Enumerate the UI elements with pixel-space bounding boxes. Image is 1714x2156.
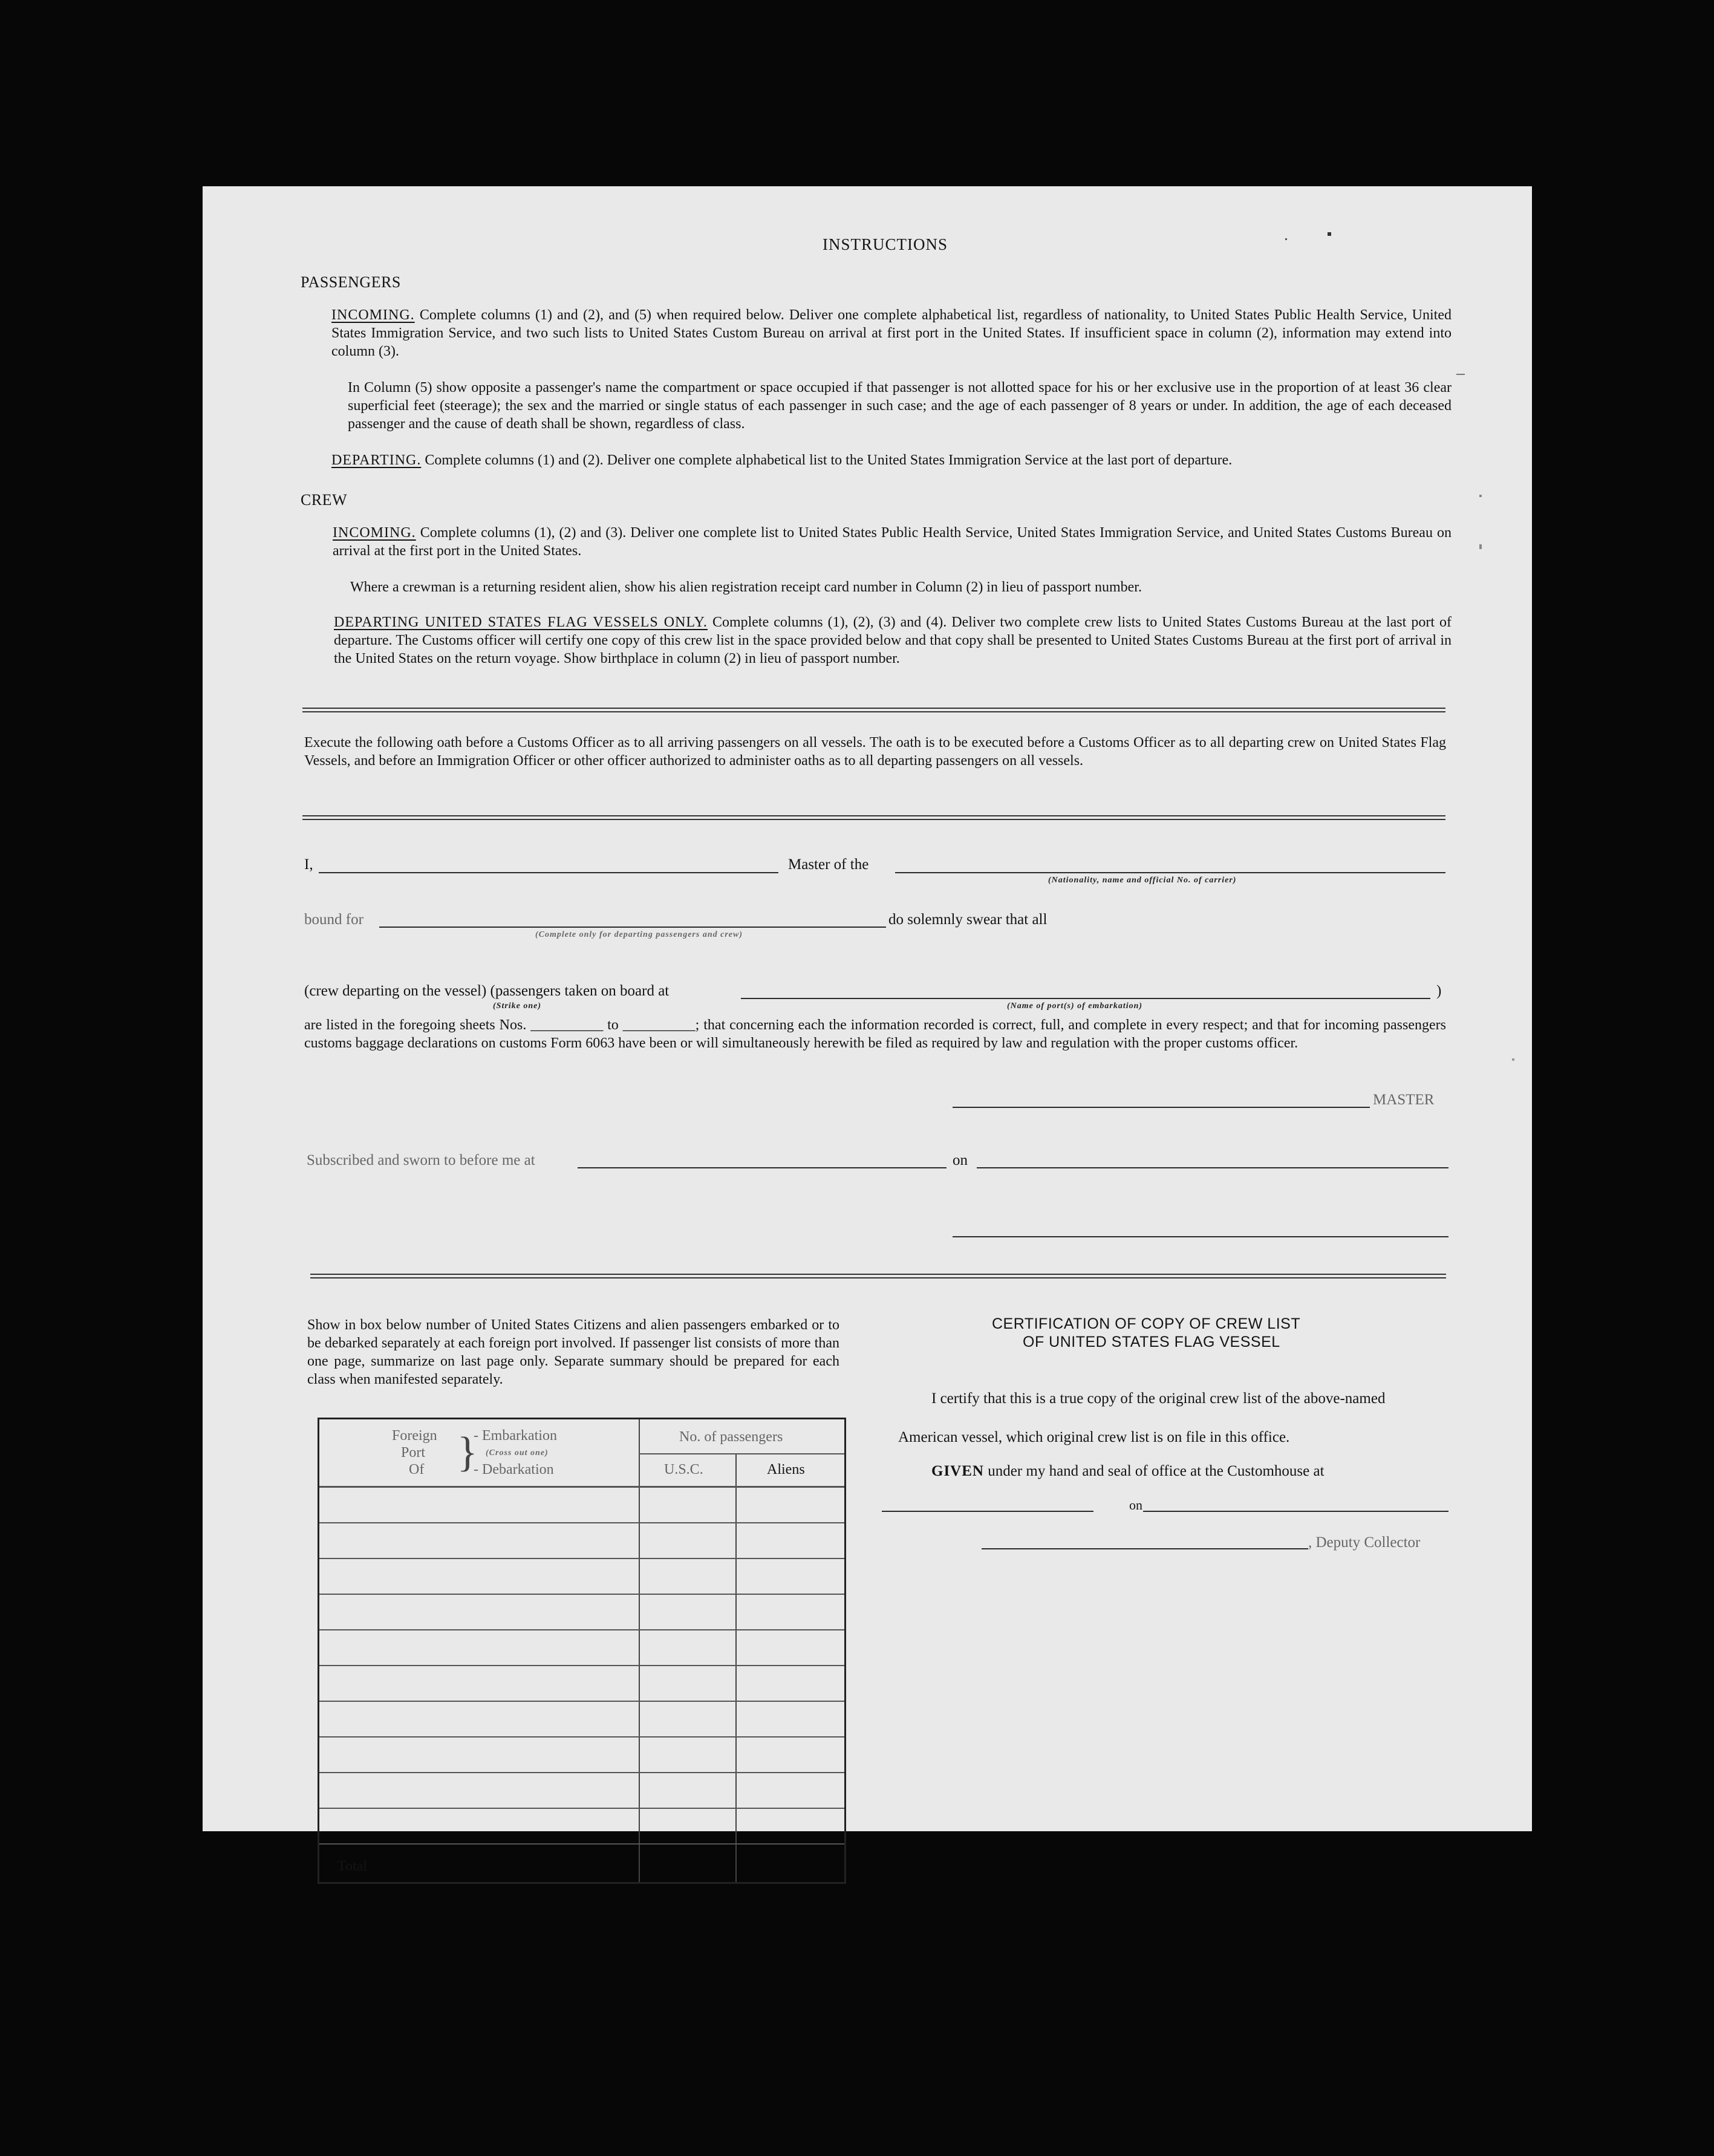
section-divider (310, 1274, 1446, 1278)
officer-signature-line (953, 1236, 1448, 1237)
close-paren: ) (1436, 983, 1442, 999)
master-of-the: Master of the (788, 856, 869, 873)
scan-mark (1479, 544, 1482, 549)
passengers-heading: PASSENGERS (301, 273, 401, 291)
section-divider (302, 815, 1445, 820)
complete-only-caption: (Complete only for departing passengers and crew) (535, 930, 743, 939)
table-row (319, 1665, 844, 1666)
carrier-line (895, 872, 1445, 873)
page-title: INSTRUCTIONS (823, 235, 948, 253)
deputy-collector-label: , Deputy Collector (1308, 1534, 1421, 1551)
embarkation-label: - Embarkation (474, 1428, 557, 1444)
debarkation-label: - Debarkation (474, 1462, 554, 1477)
scan-speck (1285, 238, 1287, 240)
passengers-incoming-label: INCOMING. (331, 307, 415, 323)
crew-passengers-choice: (crew departing on the vessel) (passengers taken on board at (304, 983, 670, 999)
aliens-label: Aliens (767, 1462, 805, 1477)
col-divider (639, 1419, 640, 1882)
certify-line-1: I certify that this is a true copy of the original crew list of the above-named (931, 1390, 1386, 1407)
crew-departing (334, 613, 1452, 668)
scan-mark (1479, 495, 1482, 497)
bound-for-line (379, 927, 886, 928)
port-label: Port (401, 1445, 426, 1461)
scan-mark (1456, 374, 1465, 375)
foreign-label: Foreign (392, 1428, 437, 1444)
crew-resident: Where a crewman is a returning resident alien, show his alien registration receipt card number in Column (2) in lieu of passport number. (350, 579, 1142, 595)
table-row (319, 1522, 844, 1523)
scan-mark (1512, 1058, 1514, 1061)
usc-label: U.S.C. (664, 1462, 703, 1477)
do-solemnly: do solemnly swear that all (888, 911, 1048, 928)
col-divider (735, 1453, 737, 1882)
deputy-signature-line (982, 1548, 1308, 1549)
subscribed-label: Subscribed and sworn to before me at (307, 1152, 535, 1168)
crew-departing-label: DEPARTING UNITED STATES FLAG VESSELS ONLY. (334, 614, 708, 630)
header-divider (639, 1453, 844, 1454)
crew-incoming (333, 524, 1452, 560)
subscribed-place-line (578, 1167, 947, 1168)
given-line (931, 1462, 1325, 1480)
master-signature-line (953, 1107, 1370, 1108)
passengers-column5: In Column (5) show opposite a passenger's name the compartment or space occupied if that passenger is not allotted space for his or her exclusive use in the proportion of at least 36 clear superficial feet (steerage); the sex and the married or single status of each passenger in such case; and the age of each passenger of 8 years or under. In addition, the age of each deceased passenger and the cause of death shall be shown, regardless of class. (348, 380, 1452, 432)
passengers-departing (331, 451, 1452, 469)
given-text: under my hand and seal of office at the Customhouse at (988, 1463, 1325, 1479)
oath-intro: Execute the following oath before a Customs Officer as to all arriving passengers on all vessels. The oath is to be executed before a Customs Officer as to all departing crew on United States Flag Vessels, and before an Immigration Officer or other officer authorized to administer oaths as to all departing passengers on all vessels. (304, 735, 1446, 769)
ports-line (741, 998, 1430, 999)
brace-glyph: } (457, 1429, 478, 1476)
ports-caption: (Name of port(s) of embarkation) (1007, 1001, 1143, 1011)
crew-incoming-text: Complete columns (1), (2) and (3). Deliver one complete list to United States Public Health Service, United States Immigration Service, and United States Customs Bureau on arrival at the first port in the United States. (333, 525, 1452, 559)
table-row (319, 1808, 844, 1809)
table-row (319, 1772, 844, 1773)
cross-out-caption: (Cross out one) (486, 1448, 549, 1457)
crew-departing-text: Complete columns (1), (2), (3) and (4). Deliver two complete crew lists to United States Customs Bureau at the last port of departure. The Customs officer will certify one copy of this crew list in the space provided below and that copy shall be presented to United States Customs Bureau at the first port of arrival in the United States on the return voyage. Show birthplace in column (2) in lieu of passport number. (334, 614, 1452, 666)
subscribed-date-line (977, 1167, 1448, 1168)
passengers-departing-text: Complete columns (1) and (2). Deliver one complete alphabetical list to the United States Immigration Service at the last port of departure. (425, 452, 1233, 468)
certification-on-label: on (1129, 1497, 1142, 1513)
table-row (319, 1843, 844, 1845)
total-label: Total (337, 1858, 367, 1874)
table-row (319, 1701, 844, 1702)
oath-i-label: I, (304, 856, 313, 873)
certification-title-1: CERTIFICATION OF COPY OF CREW LIST (992, 1315, 1301, 1332)
strike-one-caption: (Strike one) (493, 1001, 542, 1011)
customhouse-line (882, 1511, 1093, 1512)
subscribed-on-label: on (953, 1152, 968, 1168)
crew-incoming-label: INCOMING. (333, 525, 416, 541)
nationality-caption: (Nationality, name and official No. of carrier) (1048, 876, 1237, 885)
certification-title-2: OF UNITED STATES FLAG VESSEL (1023, 1334, 1280, 1350)
document-page (203, 186, 1532, 1874)
given-label: GIVEN (931, 1463, 984, 1479)
passenger-summary-table (318, 1418, 846, 1884)
summary-intro: Show in box below number of United States Citizens and alien passengers embarked or to be debarked separately at each foreign port involved. If passenger list consists of more than one page, summarize on last page only. Separate summary should be prepared for each class when manifested separately. (307, 1317, 839, 1387)
table-row (319, 1629, 844, 1630)
table-row (319, 1736, 844, 1738)
bound-for: bound for (304, 911, 363, 928)
passengers-incoming (331, 306, 1452, 360)
crew-heading: CREW (301, 491, 348, 509)
name-line (319, 872, 778, 873)
listed-statement: are listed in the foregoing sheets Nos. __________ to __________; that concerning each the information recorded is correct, full, and complete in every respect; and that for incoming passengers customs baggage declarations on customs Form 6063 have been or will simultaneously herewith be filed as required by law and regulation with the proper customs officer. (304, 1017, 1446, 1051)
no-of-passengers-label: No. of passengers (679, 1429, 783, 1445)
certify-line-2: American vessel, which original crew list is on file in this office. (898, 1429, 1290, 1445)
certification-date-line (1143, 1511, 1448, 1512)
table-row (319, 1558, 844, 1559)
passengers-departing-label: DEPARTING. (331, 452, 422, 468)
header-bottom (319, 1486, 844, 1488)
scan-speck (1328, 232, 1331, 236)
of-label: Of (409, 1462, 425, 1477)
passengers-incoming-text: Complete columns (1) and (2), and (5) when required below. Deliver one complete alphabetical list, regardless of nationality, to United States Public Health Service, United States Immigration Service, and two such lists to United States Custom Bureau on arrival at first port in the United States. If insufficient space in column (2), information may extend into column (3). (331, 307, 1452, 359)
table-row (319, 1594, 844, 1595)
master-label: MASTER (1373, 1092, 1435, 1108)
section-divider (302, 708, 1445, 712)
